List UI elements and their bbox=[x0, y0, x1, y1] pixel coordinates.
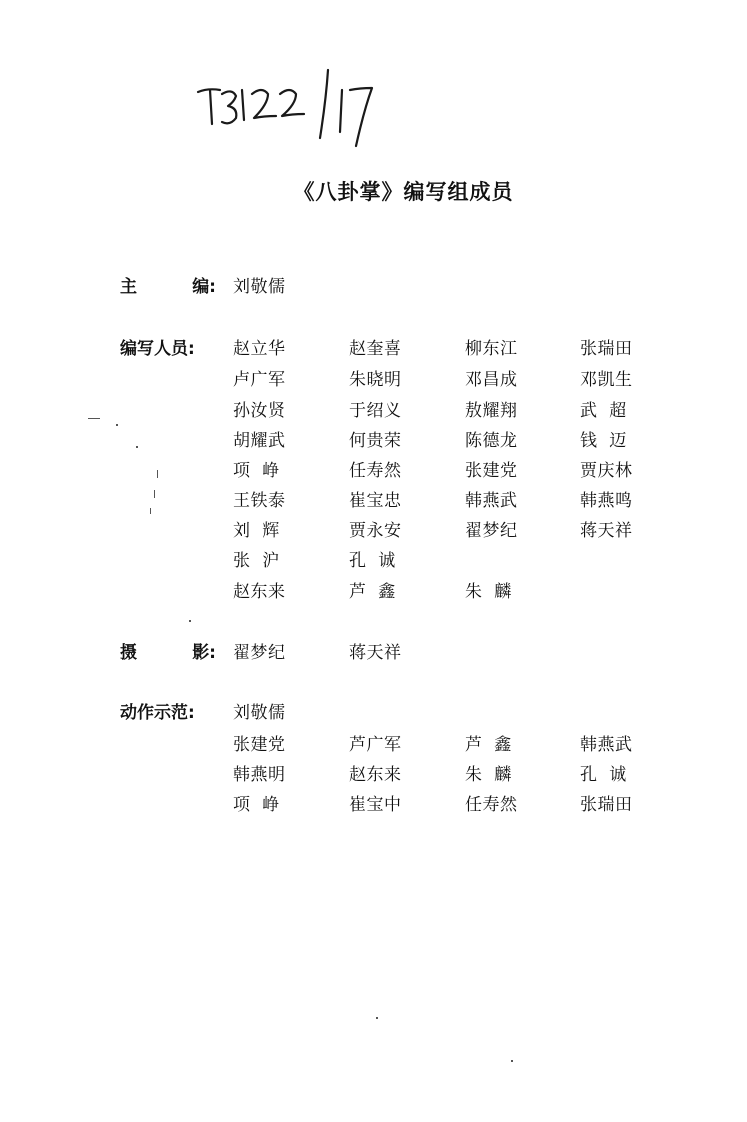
writer-name: 芦 鑫 bbox=[349, 582, 396, 602]
writer-name: 邓昌成 bbox=[465, 370, 518, 390]
scan-speck bbox=[511, 1060, 513, 1062]
writer-name: 赵东来 bbox=[233, 582, 286, 602]
writer-name: 朱 麟 bbox=[465, 582, 512, 602]
writer-name: 贾庆林 bbox=[580, 461, 633, 481]
scan-speck bbox=[189, 620, 191, 622]
writer-name: 蒋天祥 bbox=[580, 521, 633, 541]
writer-name: 翟梦纪 bbox=[465, 521, 518, 541]
writer-name: 孔 诚 bbox=[349, 551, 396, 571]
writer-name: 王铁泰 bbox=[233, 491, 286, 511]
demonstrator-name: 朱 麟 bbox=[465, 765, 512, 785]
demonstrator-name: 芦广军 bbox=[349, 735, 402, 755]
writer-name: 韩燕武 bbox=[465, 491, 518, 511]
writer-name: 张瑞田 bbox=[580, 339, 633, 359]
writer-name: 朱晓明 bbox=[349, 370, 402, 390]
writer-name: 何贵荣 bbox=[349, 431, 402, 451]
scan-speck bbox=[88, 418, 100, 419]
writer-name: 崔宝忠 bbox=[349, 491, 402, 511]
scan-speck bbox=[150, 508, 151, 514]
scan-speck bbox=[116, 424, 118, 426]
scan-speck bbox=[154, 490, 155, 498]
chief-editor-name: 刘敬儒 bbox=[233, 277, 286, 297]
photography-label bbox=[120, 638, 216, 663]
writer-name: 武 超 bbox=[580, 401, 627, 421]
writer-name: 邓凯生 bbox=[580, 370, 633, 390]
writer-name: 孙汝贤 bbox=[233, 401, 286, 421]
writer-name: 于绍义 bbox=[349, 401, 402, 421]
demonstrator-name: 项 峥 bbox=[233, 795, 280, 815]
writer-name: 钱 迈 bbox=[580, 431, 627, 451]
demonstrator-name: 韩燕明 bbox=[233, 765, 286, 785]
scan-speck bbox=[136, 446, 138, 448]
handwritten-mark-drawing bbox=[192, 60, 392, 150]
photography-label-right: 影: bbox=[192, 643, 216, 663]
demonstrator-name: 孔 诚 bbox=[580, 765, 627, 785]
demonstration-label: 动作示范: bbox=[120, 703, 195, 723]
photographer-name: 蒋天祥 bbox=[349, 643, 402, 663]
writer-name: 刘 辉 bbox=[233, 521, 280, 541]
writer-name: 贾永安 bbox=[349, 521, 402, 541]
demonstrator-name: 任寿然 bbox=[465, 795, 518, 815]
writer-name: 项 峥 bbox=[233, 461, 280, 481]
writer-name: 柳东江 bbox=[465, 339, 518, 359]
writer-name: 陈德龙 bbox=[465, 431, 518, 451]
chief-editor-label-right: 编: bbox=[192, 277, 216, 297]
chief-editor-label-left: 主 bbox=[120, 277, 137, 297]
chief-editor-label bbox=[120, 272, 216, 297]
writer-name: 赵立华 bbox=[233, 339, 286, 359]
page-title: 《八卦掌》编写组成员 bbox=[293, 180, 514, 204]
photography-label-left: 摄 bbox=[120, 643, 137, 663]
writer-name: 赵奎喜 bbox=[349, 339, 402, 359]
demonstrator-name: 张瑞田 bbox=[580, 795, 633, 815]
demonstrator-name: 赵东来 bbox=[349, 765, 402, 785]
demonstrator-name: 崔宝中 bbox=[349, 795, 402, 815]
demonstrator-name: 张建党 bbox=[233, 735, 286, 755]
writer-name: 卢广军 bbox=[233, 370, 286, 390]
demonstrator-name: 芦 鑫 bbox=[465, 735, 512, 755]
demonstrator-name: 刘敬儒 bbox=[233, 703, 286, 723]
scan-speck bbox=[157, 470, 158, 478]
writer-name: 胡耀武 bbox=[233, 431, 286, 451]
writer-name: 张建党 bbox=[465, 461, 518, 481]
writers-label: 编写人员: bbox=[120, 339, 195, 359]
handwritten-mark bbox=[192, 60, 392, 150]
writer-name: 任寿然 bbox=[349, 461, 402, 481]
photographer-name: 翟梦纪 bbox=[233, 643, 286, 663]
writer-name: 敖耀翔 bbox=[465, 401, 518, 421]
demonstrator-name: 韩燕武 bbox=[580, 735, 633, 755]
scan-speck bbox=[376, 1017, 378, 1019]
writer-name: 韩燕鸣 bbox=[580, 491, 633, 511]
writer-name: 张 沪 bbox=[233, 551, 280, 571]
